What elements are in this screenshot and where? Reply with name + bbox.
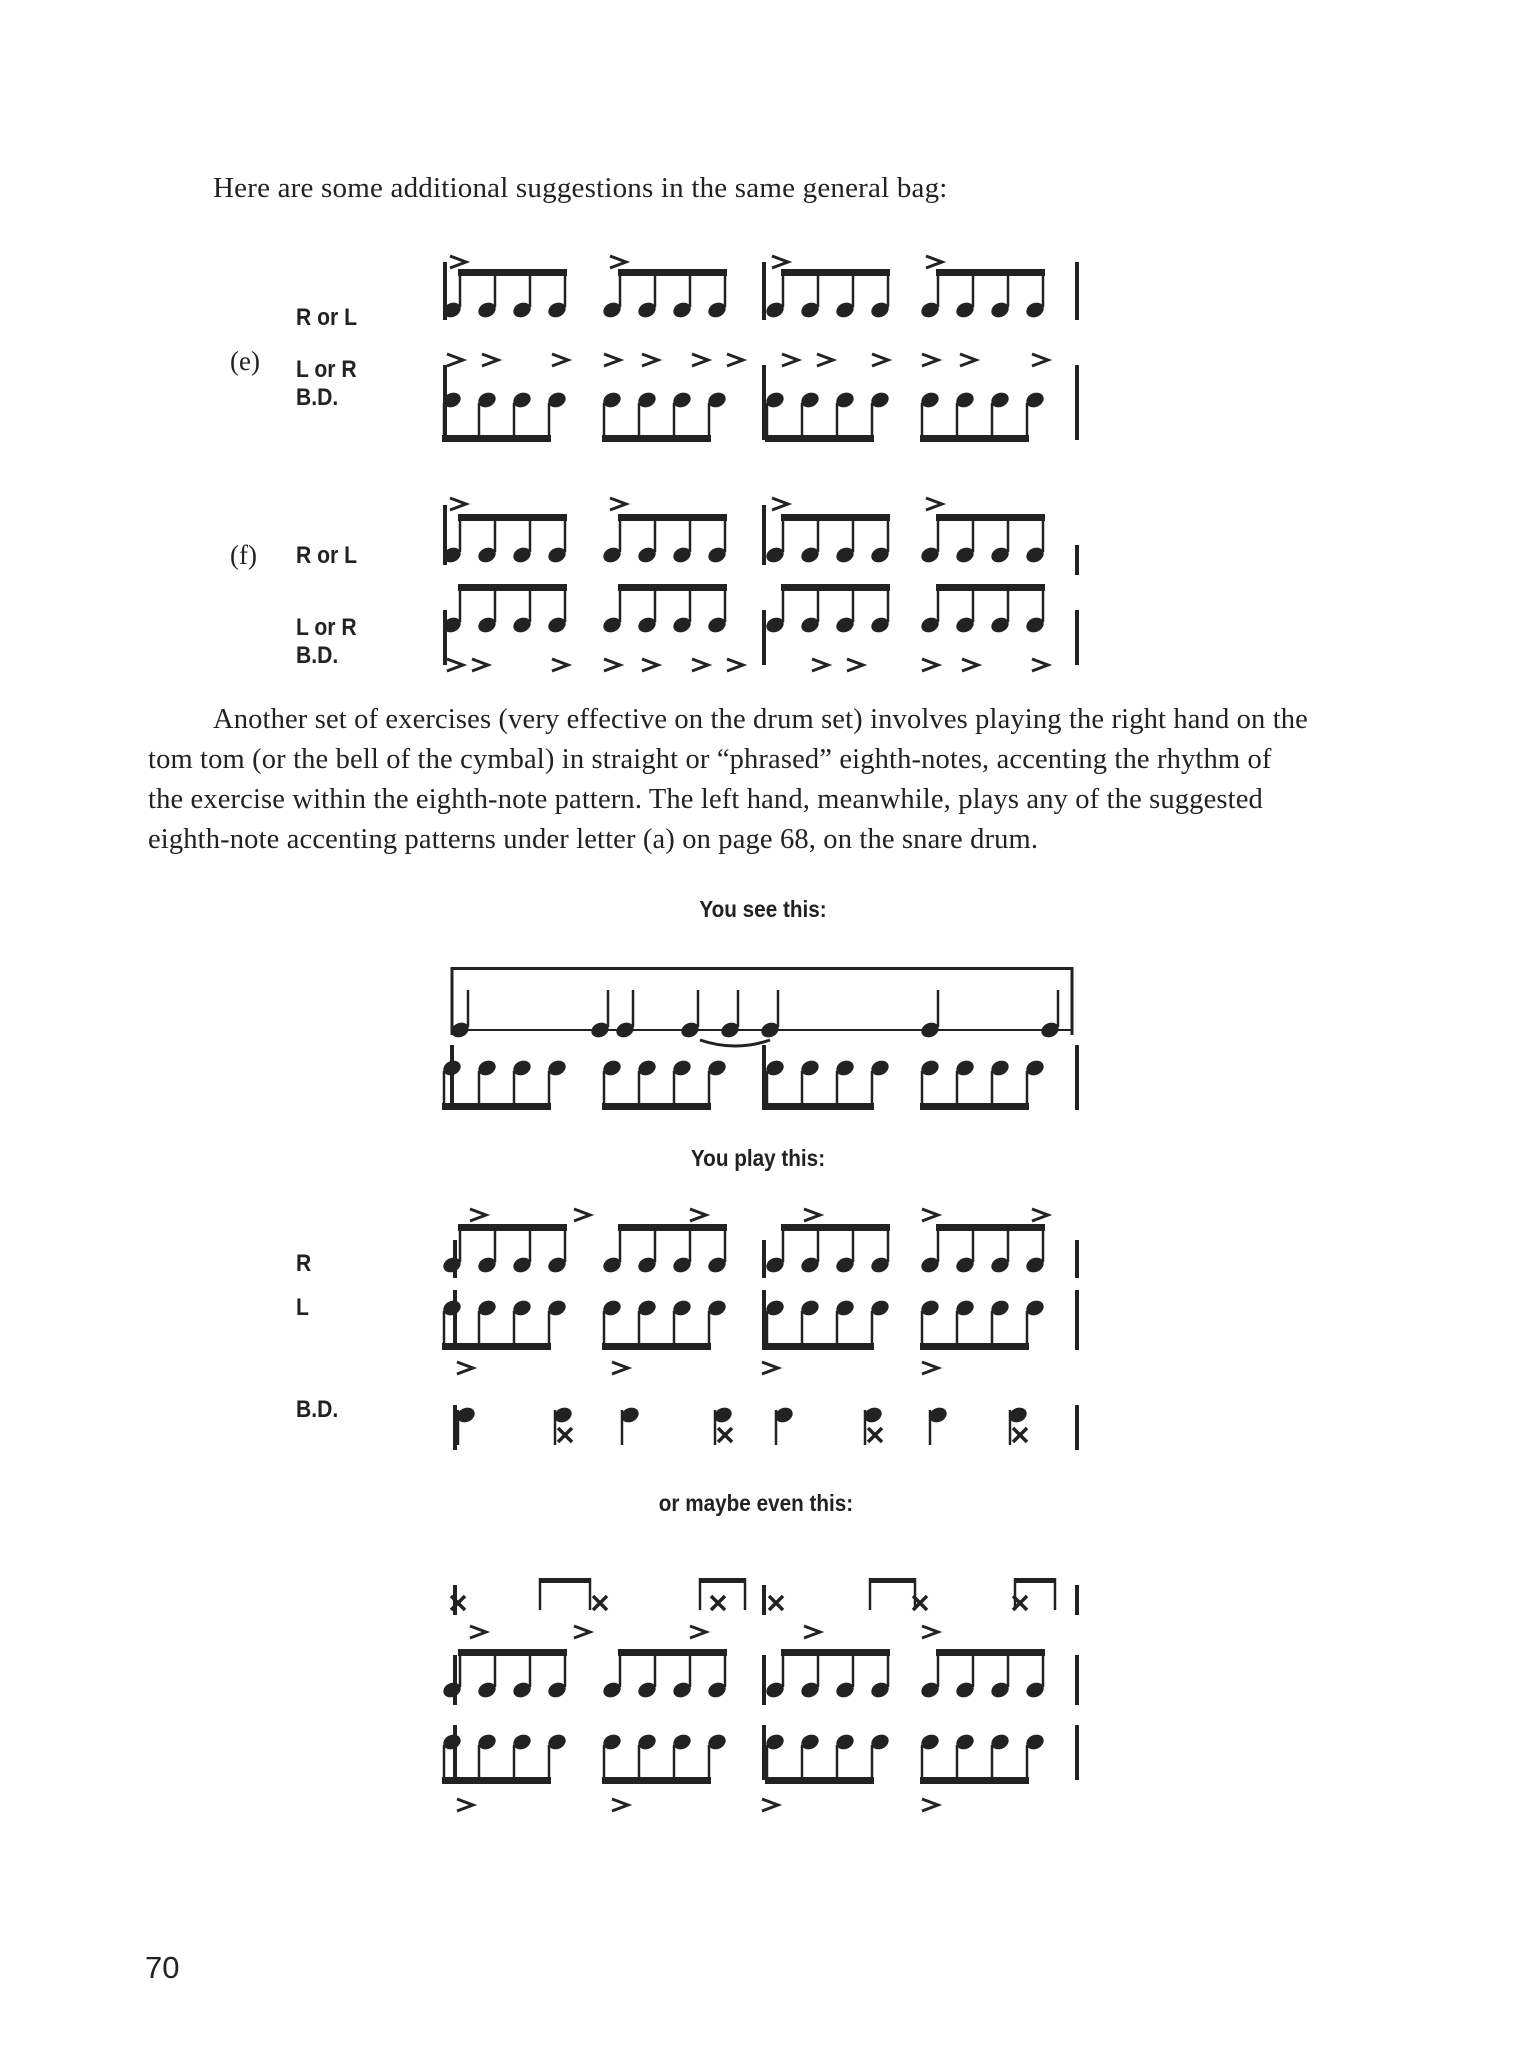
beam-play-r <box>781 1224 890 1231</box>
accent-mark <box>552 354 568 366</box>
accent-mark <box>447 354 463 366</box>
tie <box>700 1040 770 1046</box>
accent-mark <box>610 498 626 510</box>
accent-mark <box>642 354 658 366</box>
accent-mark <box>762 1799 778 1811</box>
accent-mark <box>926 256 942 268</box>
beam-maybe-bot <box>765 1777 874 1784</box>
intro-text: Here are some additional suggestions in the same general bag: <box>213 172 948 204</box>
beam-f-hands <box>458 514 567 521</box>
accent-mark <box>1032 354 1048 366</box>
accent-mark <box>612 1362 628 1374</box>
play-label-r: R <box>296 1250 312 1277</box>
beam-play-l <box>602 1343 711 1350</box>
accent-mark <box>727 659 743 671</box>
caption-you-play-this: You play this: <box>690 1145 826 1171</box>
beam-f-feet <box>936 584 1045 591</box>
exercise-f-letter: (f) <box>230 540 257 570</box>
beam-see-feet <box>765 1103 874 1110</box>
beam-maybe-mid <box>781 1649 890 1656</box>
accent-mark <box>574 1209 590 1221</box>
beam-see-feet <box>442 1103 551 1110</box>
x-note-head <box>558 1428 572 1442</box>
beam-maybe-bot <box>442 1777 551 1784</box>
accent-mark <box>962 659 978 671</box>
accent-mark <box>922 1626 938 1638</box>
exercise-e-label-r-or-l: R or L <box>296 304 358 331</box>
beam-maybe-top <box>1015 1578 1055 1583</box>
accent-mark <box>847 659 863 671</box>
accent-mark <box>1032 1209 1048 1221</box>
accent-mark <box>612 1799 628 1811</box>
accent-mark <box>692 659 708 671</box>
accent-mark <box>960 354 976 366</box>
beam-maybe-mid <box>618 1649 727 1656</box>
accent-mark <box>922 1362 938 1374</box>
accent-mark <box>772 498 788 510</box>
beam-e-hands <box>781 269 890 276</box>
paragraph-line: tom tom (or the bell of the cymbal) in straight or “phrased” eighth-notes, accenting the rhythm of <box>148 744 1272 775</box>
beam-maybe-top <box>700 1578 745 1583</box>
beam-f-feet <box>781 584 890 591</box>
accent-mark <box>470 1626 486 1638</box>
accent-mark <box>804 1626 820 1638</box>
beam-f-feet <box>458 584 567 591</box>
accent-mark <box>610 256 626 268</box>
x-note-head <box>593 1596 607 1610</box>
beam-play-l <box>765 1343 874 1350</box>
accent-mark <box>457 1799 473 1811</box>
beam-play-l <box>442 1343 551 1350</box>
accent-mark <box>922 659 938 671</box>
accent-mark <box>604 659 620 671</box>
beam-e-feet <box>765 435 874 442</box>
accent-mark <box>872 354 888 366</box>
accent-mark <box>472 659 488 671</box>
exercise-f-label-r-or-l: R or L <box>296 542 358 569</box>
accent-mark <box>574 1626 590 1638</box>
beam-f-hands <box>781 514 890 521</box>
beam-maybe-bot <box>920 1777 1029 1784</box>
staff-box-top <box>452 967 1072 970</box>
caption-you-see-this: You see this: <box>699 896 827 922</box>
x-note-head <box>1013 1428 1027 1442</box>
accent-mark <box>727 354 743 366</box>
beam-maybe-top <box>540 1578 590 1583</box>
play-label-l: L <box>296 1294 309 1321</box>
paragraph-line: eighth-note accenting patterns under letter (a) on page 68, on the snare drum. <box>148 824 1039 855</box>
accent-mark <box>817 354 833 366</box>
beam-maybe-top <box>870 1578 915 1583</box>
x-note-head <box>711 1596 725 1610</box>
beam-e-hands <box>458 269 567 276</box>
accent-mark <box>457 1362 473 1374</box>
accent-mark <box>450 498 466 510</box>
exercise-f-label-bd: B.D. <box>296 642 339 669</box>
accent-mark <box>604 354 620 366</box>
accent-mark <box>690 1209 706 1221</box>
accent-mark <box>450 256 466 268</box>
beam-maybe-bot <box>602 1777 711 1784</box>
beam-see-feet <box>920 1103 1029 1110</box>
accent-mark <box>922 354 938 366</box>
beam-see-feet <box>602 1103 711 1110</box>
paragraph-line: the exercise within the eighth-note pattern. The left hand, meanwhile, plays any of the suggested <box>148 784 1263 815</box>
beam-play-l <box>920 1343 1029 1350</box>
beam-f-feet <box>618 584 727 591</box>
exercise-e-label-l-or-r: L or R <box>296 356 357 383</box>
play-label-bd: B.D. <box>296 1396 339 1423</box>
x-note-head <box>868 1428 882 1442</box>
accent-mark <box>1032 659 1048 671</box>
x-note-head <box>769 1596 783 1610</box>
accent-mark <box>482 354 498 366</box>
exercise-f-label-l-or-r: L or R <box>296 614 357 641</box>
exercise-e-label-bd: B.D. <box>296 384 339 411</box>
accent-mark <box>772 256 788 268</box>
accent-mark <box>690 1626 706 1638</box>
accent-mark <box>552 659 568 671</box>
accent-mark <box>922 1799 938 1811</box>
accent-mark <box>922 1209 938 1221</box>
accent-mark <box>762 1362 778 1374</box>
beam-e-feet <box>442 435 551 442</box>
beam-f-hands <box>618 514 727 521</box>
paragraph-line: Another set of exercises (very effective on the drum set) involves playing the right hand on the <box>213 704 1308 735</box>
exercise-e-letter: (e) <box>230 346 260 376</box>
accent-mark <box>642 659 658 671</box>
accent-mark <box>447 659 463 671</box>
beam-play-r <box>618 1224 727 1231</box>
beam-play-r <box>936 1224 1045 1231</box>
accent-mark <box>926 498 942 510</box>
accent-mark <box>470 1209 486 1221</box>
accent-mark <box>782 354 798 366</box>
beam-maybe-mid <box>936 1649 1045 1656</box>
page-number: 70 <box>145 1950 180 1985</box>
beam-e-hands <box>936 269 1045 276</box>
beam-play-r <box>458 1224 567 1231</box>
beam-e-feet <box>920 435 1029 442</box>
x-note-head <box>718 1428 732 1442</box>
beam-f-hands <box>936 514 1045 521</box>
accent-mark <box>812 659 828 671</box>
beam-e-hands <box>618 269 727 276</box>
accent-mark <box>804 1209 820 1221</box>
accent-mark <box>692 354 708 366</box>
caption-or-maybe-even-this: or maybe even this: <box>658 1490 854 1516</box>
beam-e-feet <box>602 435 711 442</box>
beam-maybe-mid <box>458 1649 567 1656</box>
